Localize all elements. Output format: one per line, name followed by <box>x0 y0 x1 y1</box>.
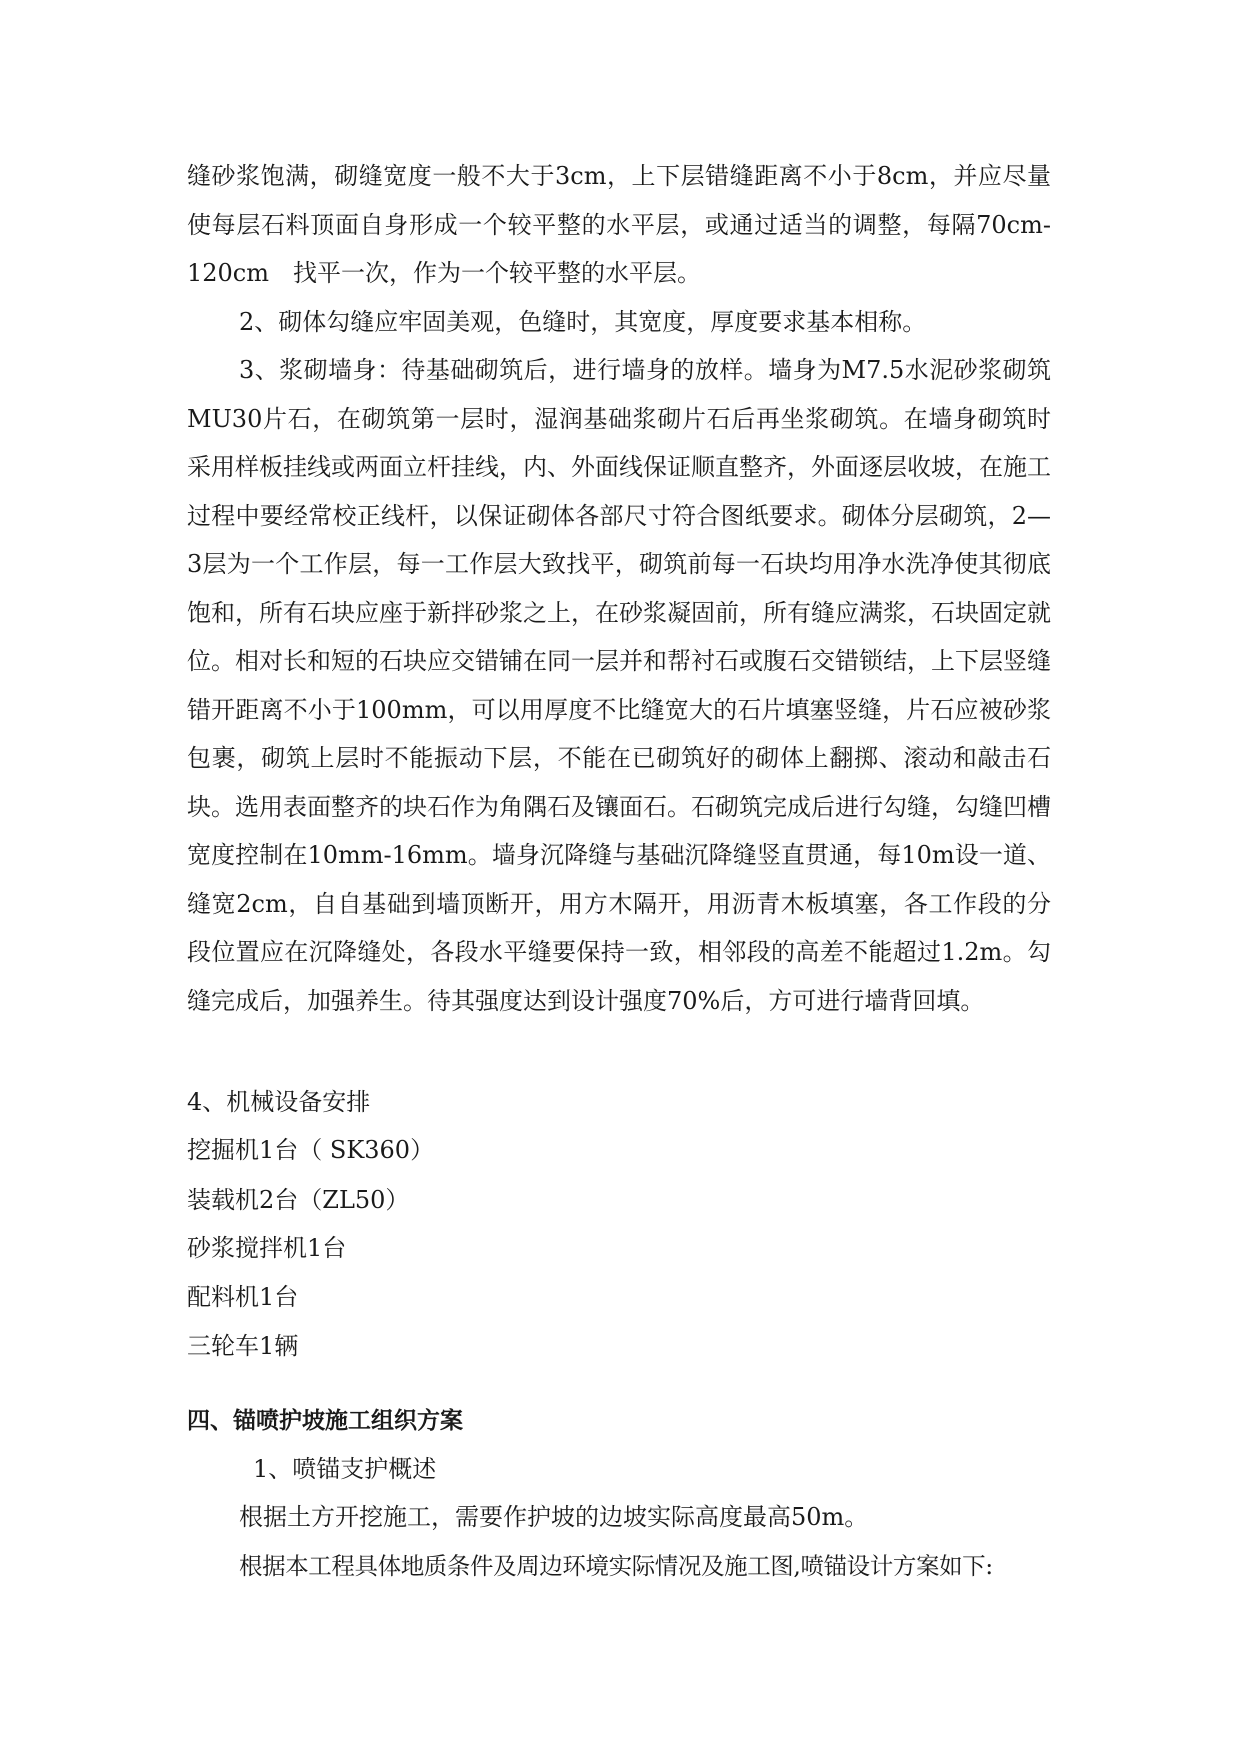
paragraph-mortar-joints: 缝砂浆饱满，砌缝宽度一般不大于3cm，上下层错缝距离不小于8cm，并应尽量使每层石料顶面自身形成一个较平整的水平层，或通过适当的调整，每隔70cm-120cm 找平一次，作为一个较平整的水平层。 <box>187 162 1051 287</box>
paragraph-slope-height: 根据土方开挖施工，需要作护坡的边坡实际高度最高50m。 <box>239 1503 869 1531</box>
machinery-item: 配料机1台 <box>187 1283 299 1311</box>
paragraph-wall-masonry: 3、浆砌墙身：待基础砌筑后，进行墙身的放样。墙身为M7.5水泥砂浆砌筑MU30片石，在砌筑第一层时，湿润基础浆砌片石后再坐浆砌筑。在墙身砌筑时采用样板挂线或两面立杆挂线，内、外面线保证顺直整齐，外面逐层收坡，在施工过程中要经常校正线杆，以保证砌体各部尺寸符合图纸要求。砌体分层砌筑，2—3层为一个工作层，每一工作层大致找平，砌筑前每一石块均用净水洗净使其彻底饱和，所有石块应座于新拌砂浆之上，在砂浆凝固前，所有缝应满浆，石块固定就位。相对长和短的石块应交错铺在同一层并和帮衬石或腹石交错锁结，上下层竖缝错开距离不小于100mm，可以用厚度不比缝宽大的石片填塞竖缝，片石应被砂浆包裹，砌筑上层时不能振动下层，不能在已砌筑好的砌体上翻掷、滚动和敲击石块。选用表面整齐的块石作为角隅石及镶面石。石砌筑完成后进行勾缝，勾缝凹槽宽度控制在10mm-16mm。墙身沉降缝与基础沉降缝竖直贯通，每10m设一道、缝宽2cm，自自基础到墙顶断开，用方木隔开，用沥青木板填塞，各工作段的分段位置应在沉降缝处，各段水平缝要保持一致，相邻段的高差不能超过1.2m。勾缝完成后，加强养生。待其强度达到设计强度70%后，方可进行墙背回填。 <box>187 356 1051 1015</box>
machinery-item: 挖掘机1台（ SK360） <box>187 1136 435 1164</box>
subsection-heading: 1、喷锚支护概述 <box>253 1455 437 1483</box>
machinery-item: 三轮车1辆 <box>187 1332 299 1360</box>
paragraph-pointing: 2、砌体勾缝应牢固美观，色缝时，其宽度，厚度要求基本相称。 <box>239 308 927 336</box>
section-heading: 四、锚喷护坡施工组织方案 <box>187 1408 463 1434</box>
machinery-heading: 4、机械设备安排 <box>187 1088 371 1116</box>
paragraph-design-scheme: 根据本工程具体地质条件及周边环境实际情况及施工图,喷锚设计方案如下: <box>239 1552 993 1580</box>
machinery-item: 砂浆搅拌机1台 <box>187 1234 347 1262</box>
machinery-item: 装载机2台（ZL50） <box>187 1186 410 1214</box>
